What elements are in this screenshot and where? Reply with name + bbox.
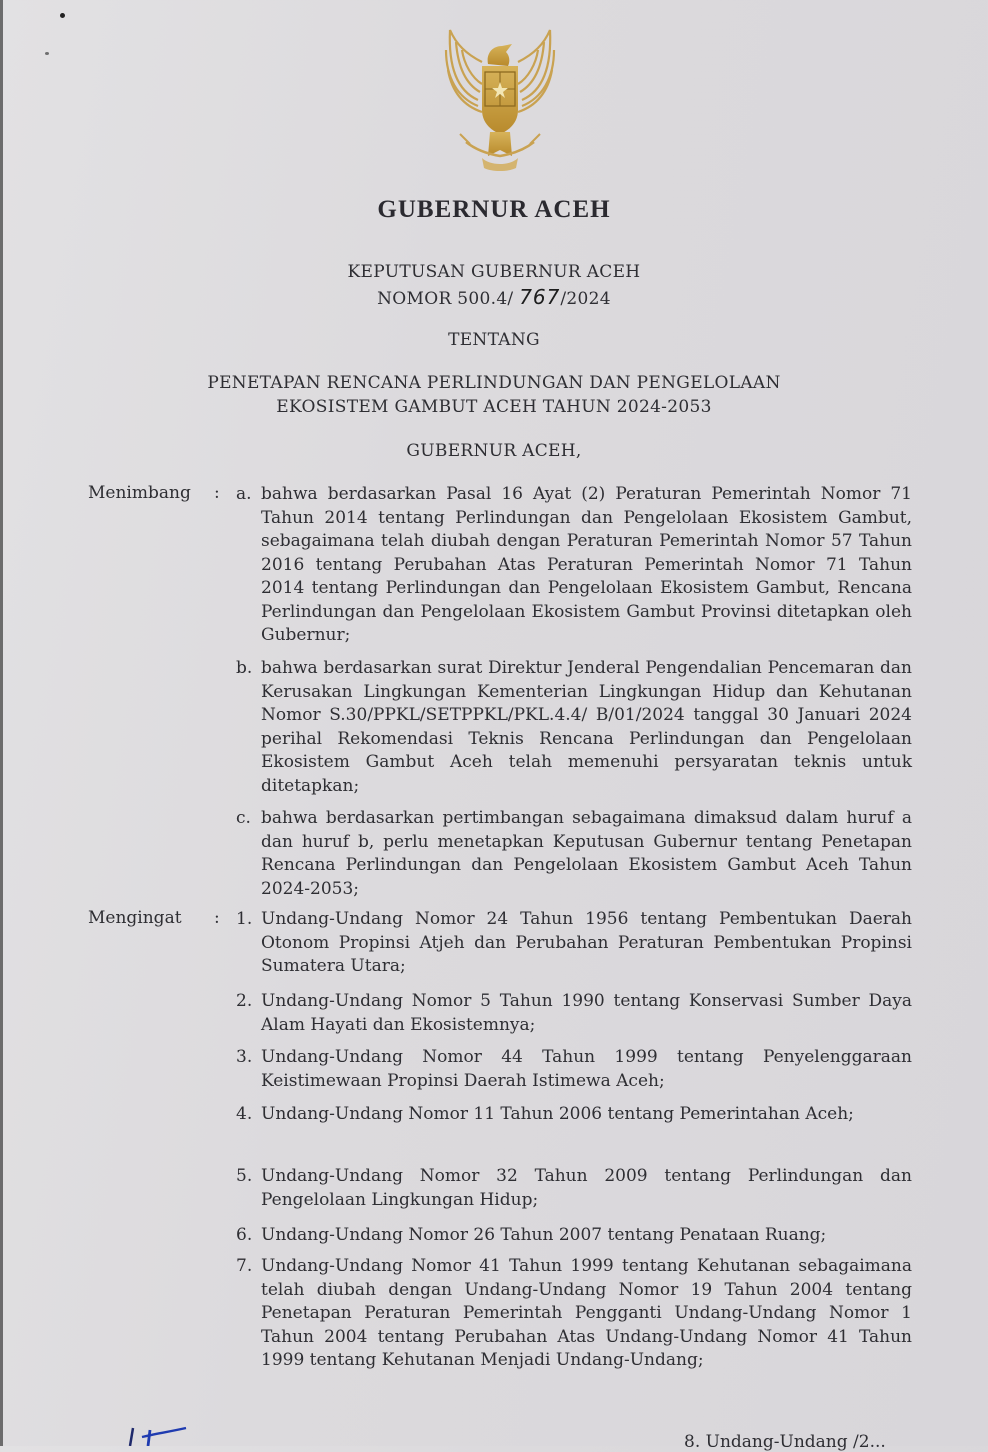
item-marker: 4. xyxy=(236,1104,253,1124)
item-text: Undang-Undang Nomor 41 Tahun 1999 tentang Kehutanan sebagaimana telah diubah dengan Undang-Undang Nomor 19 Tahun 2004 tentang Penetapan Peraturan Pemerintah Pengganti Undang-Undang Nomor 1 Tahun 2004 tentang Perubahan Atas Undang-Undang Nomor 41 Tahun 1999 tentang Kehutanan Menjadi Undang-Undang; xyxy=(261,1256,912,1370)
item-marker: 3. xyxy=(236,1047,253,1067)
item-text: bahwa berdasarkan pertimbangan sebagaimana dimaksud dalam huruf a dan huruf b, perlu menetapkan Keputusan Gubernur tentang Penetapan Rencana Perlindungan dan Pengelolaan Ekosistem Gambut Aceh Tahun 2024-2053; xyxy=(261,808,912,899)
item-marker: a. xyxy=(236,484,252,504)
mengingat-label: Mengingat xyxy=(88,908,182,928)
mengingat-item-3 xyxy=(236,1046,912,1093)
garuda-emblem-icon xyxy=(430,22,570,182)
mengingat-item-5 xyxy=(236,1165,912,1212)
next-page-continuation: 8. Undang-Undang /2... xyxy=(684,1432,886,1452)
item-marker: c. xyxy=(236,808,251,828)
decree-subject-line1: PENETAPAN RENCANA PERLINDUNGAN DAN PENGELOLAAN xyxy=(207,373,781,393)
item-text: Undang-Undang Nomor 44 Tahun 1999 tentang Penyelenggaraan Keistimewaan Propinsi Daerah Istimewa Aceh; xyxy=(261,1047,912,1091)
menimbang-item-c xyxy=(236,807,912,901)
item-text: Undang-Undang Nomor 5 Tahun 1990 tentang Konservasi Sumber Daya Alam Hayati dan Ekosistemnya; xyxy=(261,991,912,1035)
item-text: Undang-Undang Nomor 24 Tahun 1956 tentang Pembentukan Daerah Otonom Propinsi Atjeh dan Perubahan Peraturan Pembentukan Propinsi Sumatera Utara; xyxy=(261,909,912,976)
item-marker: b. xyxy=(236,658,253,678)
item-text: Undang-Undang Nomor 26 Tahun 2007 tentang Penataan Ruang; xyxy=(261,1225,827,1245)
mengingat-item-2 xyxy=(236,990,912,1037)
mengingat-item-6 xyxy=(236,1224,912,1248)
item-marker: 2. xyxy=(236,991,253,1011)
mengingat-item-4 xyxy=(236,1103,912,1127)
menimbang-label: Menimbang xyxy=(88,483,191,503)
item-text: Undang-Undang Nomor 11 Tahun 2006 tentang Pemerintahan Aceh; xyxy=(261,1104,854,1124)
item-marker: 1. xyxy=(236,909,253,929)
item-marker: 6. xyxy=(236,1225,253,1245)
pen-initial-icon xyxy=(128,1424,192,1446)
menimbang-item-b xyxy=(236,657,912,798)
mengingat-item-1 xyxy=(236,908,912,979)
decree-type: KEPUTUSAN GUBERNUR ACEH xyxy=(347,262,641,282)
decree-issuer: GUBERNUR ACEH, xyxy=(406,441,582,461)
decree-subject-line2: EKOSISTEM GAMBUT ACEH TAHUN 2024-2053 xyxy=(276,397,712,417)
decree-number-prefix: NOMOR 500.4/ xyxy=(377,289,514,309)
mengingat-colon: : xyxy=(214,908,220,928)
menimbang-item-a xyxy=(236,483,912,648)
menimbang-colon: : xyxy=(214,483,220,503)
speck-mark xyxy=(60,13,65,18)
item-marker: 7. xyxy=(236,1256,253,1276)
mengingat-item-7 xyxy=(236,1255,912,1373)
decree-about: TENTANG xyxy=(448,330,540,350)
decree-number-suffix: /2024 xyxy=(560,289,611,309)
item-text: bahwa berdasarkan Pasal 16 Ayat (2) Peraturan Pemerintah Nomor 71 Tahun 2014 tentang Perlindungan dan Pengelolaan Ekosistem Gambut, sebagaimana telah diubah dengan Peraturan Pemerintah Nomor 57 Tahun 2016 tentang Perubahan Atas Peraturan Pemerintah Nomor 71 Tahun 2014 tentang Perlindungan dan Pengelolaan Ekosistem Gambut, Rencana Perlindungan dan Pengelolaan Ekosistem Gambut Provinsi ditetapkan oleh Gubernur; xyxy=(261,484,912,645)
item-marker: 5. xyxy=(236,1166,253,1186)
decree-number-handwritten: 767 xyxy=(519,285,561,309)
item-text: Undang-Undang Nomor 32 Tahun 2009 tentang Perlindungan dan Pengelolaan Lingkungan Hidup; xyxy=(261,1166,912,1210)
speck-mark xyxy=(45,52,49,55)
item-text: bahwa berdasarkan surat Direktur Jenderal Pengendalian Pencemaran dan Kerusakan Lingkungan Kementerian Lingkungan Hidup dan Kehutanan Nomor S.30/PPKL/SETPPKL/PKL.4.4/ B/01/2024 tanggal 30 Januari 2024 perihal Rekomendasi Teknis Rencana Perlindungan dan Pengelolaan Ekosistem Gambut Aceh telah memenuhi persyaratan teknis untuk ditetapkan; xyxy=(261,658,912,796)
decree-number xyxy=(0,285,988,309)
issuer-heading: GUBERNUR ACEH xyxy=(377,196,611,223)
